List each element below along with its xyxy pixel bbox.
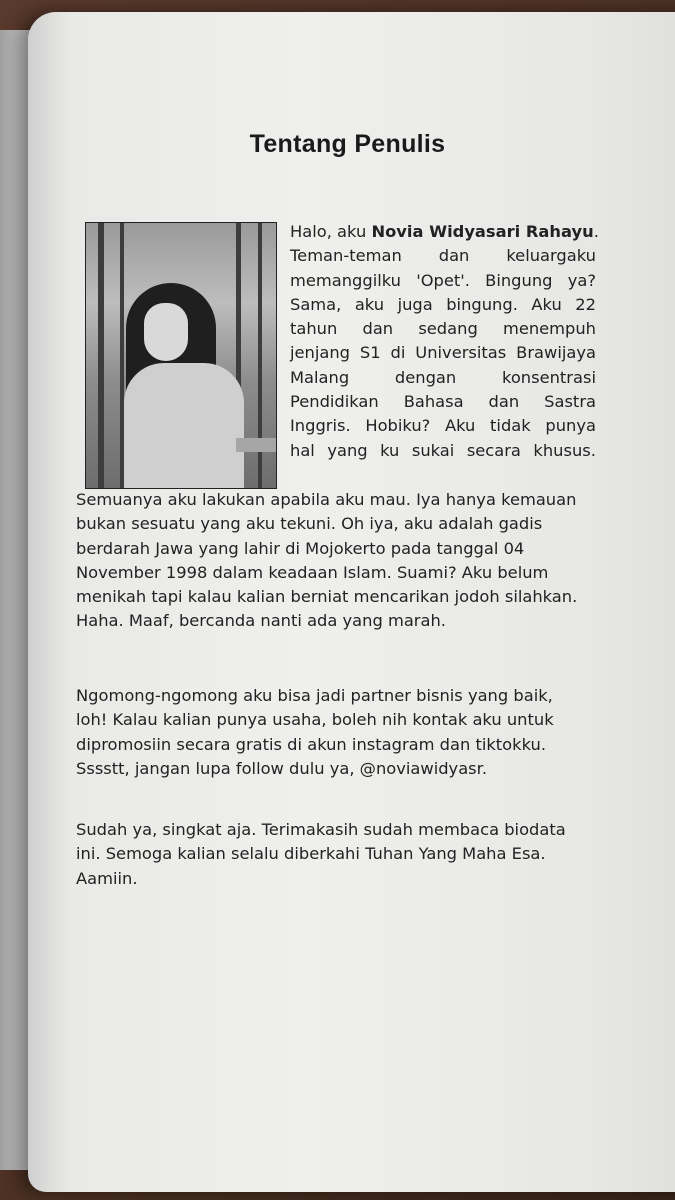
word: 'Opet'.: [416, 270, 470, 290]
word: 22: [575, 294, 596, 314]
intro-text: Halo, aku: [290, 222, 372, 241]
body-line: bukan sesuatu yang aku tekuni. Oh iya, aku adalah gadis: [76, 514, 543, 534]
word: ya?: [567, 270, 596, 290]
body-line: Sudah ya, singkat aja. Terimakasih sudah membaca biodata: [76, 820, 566, 839]
intro-text: .: [593, 222, 599, 241]
word: dan: [438, 246, 470, 266]
word: Sastra: [544, 392, 596, 412]
intro-line: [290, 366, 596, 390]
intro-line: [290, 220, 599, 244]
word: tidak: [490, 416, 531, 436]
word: bingung.: [446, 294, 518, 314]
word: Hobiku?: [365, 416, 431, 436]
word: memanggilku: [290, 270, 401, 290]
intro-paragraph: [290, 220, 599, 463]
word: khusus.: [533, 440, 596, 460]
word: Malang: [290, 367, 350, 387]
body-line: ini. Semoga kalian selalu diberkahi Tuhan Yang Maha Esa.: [76, 844, 546, 864]
word: aku: [354, 294, 385, 314]
word: Pendidikan: [290, 392, 379, 412]
word: tahun: [290, 319, 338, 339]
author-name: Novia Widyasari Rahayu: [371, 222, 594, 241]
body-line: dipromosiin secara gratis di akun instagram dan tiktokku.: [76, 734, 546, 754]
word: keluargaku: [506, 246, 596, 266]
word: Sama,: [290, 294, 342, 314]
word: sedang: [418, 319, 478, 339]
word: punya: [545, 416, 596, 436]
word: di: [390, 343, 406, 363]
word: Brawijaya: [516, 343, 596, 363]
word: dengan: [394, 367, 457, 387]
intro-line: [290, 293, 596, 317]
business-paragraph: [76, 684, 596, 781]
word: Inggris.: [290, 416, 351, 436]
body-line: Semuanya aku lakukan apabila aku mau. Iya hanya kemauan: [76, 490, 577, 509]
word: Teman-teman: [290, 246, 402, 266]
word: secara: [466, 440, 521, 460]
intro-line: [290, 341, 596, 365]
body-line: berdarah Jawa yang lahir di Mojokerto pada tanggal 04: [76, 538, 525, 558]
body-line: Ngomong-ngomong aku bisa jadi partner bisnis yang baik,: [76, 686, 553, 705]
body-line: Sssstt, jangan lupa follow dulu ya, @noviawidyasr.: [76, 758, 488, 778]
word: ku: [380, 440, 400, 460]
body-line: November 1998 dalam keadaan Islam. Suami? Aku belum: [76, 562, 549, 582]
intro-line: [290, 414, 596, 438]
page-title: Tentang Penulis: [249, 130, 446, 158]
word: juga: [397, 294, 433, 314]
word: konsentrasi: [501, 367, 596, 387]
body-line: Haha. Maaf, bercanda nanti ada yang marah.: [76, 611, 446, 631]
intro-line: [290, 269, 596, 293]
word: jenjang: [290, 343, 351, 363]
word: S1: [359, 343, 381, 363]
word: hal: [290, 440, 315, 460]
continuation-paragraph: [76, 488, 596, 634]
intro-line: [290, 439, 596, 463]
word: sukai: [411, 440, 455, 460]
body-line: loh! Kalau kalian punya usaha, boleh nih kontak aku untuk: [76, 710, 554, 730]
intro-line: [290, 317, 596, 341]
word: Bahasa: [403, 392, 464, 412]
closing-paragraph: [76, 818, 596, 891]
word: Bingung: [485, 270, 553, 290]
word: dan: [362, 319, 394, 339]
intro-line: [290, 244, 596, 268]
word: Aku: [531, 294, 562, 314]
body-line: Aamiin.: [76, 868, 138, 888]
intro-line: [290, 390, 596, 414]
author-photo: [85, 222, 277, 489]
word: menempuh: [502, 319, 596, 339]
word: yang: [327, 440, 368, 460]
word: Aku: [444, 416, 476, 436]
word: Universitas: [415, 343, 507, 363]
word: dan: [488, 392, 520, 412]
body-line: menikah tapi kalau kalian berniat mencarikan jodoh silahkan.: [76, 587, 578, 607]
